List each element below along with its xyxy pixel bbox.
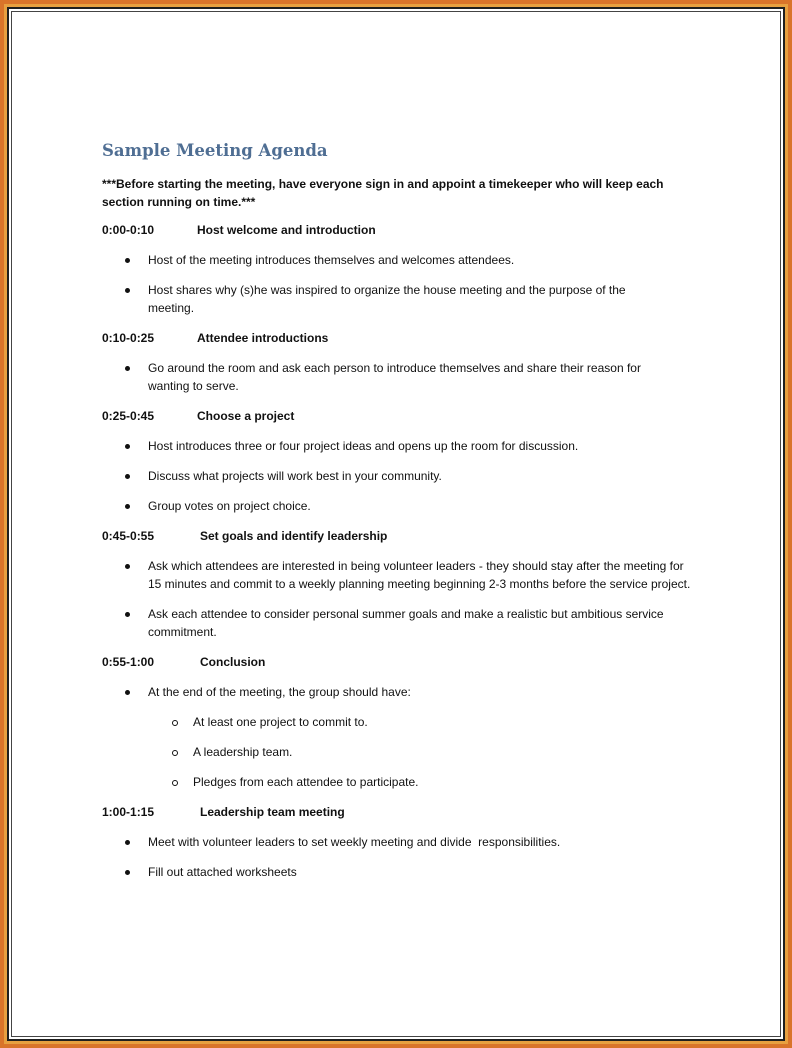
list-item xyxy=(102,467,702,485)
section-heading xyxy=(102,803,702,821)
agenda-section xyxy=(102,221,702,317)
list-item xyxy=(102,359,702,395)
circle-bullet-icon xyxy=(172,780,178,786)
section-heading xyxy=(102,221,702,239)
bullet-icon xyxy=(125,690,130,695)
section-title: Leadership team meeting xyxy=(200,805,345,819)
section-heading xyxy=(102,407,702,425)
list-item-text: Host of the meeting introduces themselves and welcomes attendees. xyxy=(148,253,515,267)
bullet-list xyxy=(102,437,702,515)
agenda-section xyxy=(102,803,702,881)
sub-list-item xyxy=(148,743,702,761)
circle-bullet-icon xyxy=(172,750,178,756)
circle-bullet-icon xyxy=(172,720,178,726)
section-time: 0:25-0:45 xyxy=(102,409,155,423)
section-title: Attendee introductions xyxy=(197,331,329,345)
bullet-list xyxy=(102,359,702,395)
bullet-icon xyxy=(125,366,130,371)
list-item xyxy=(102,251,702,269)
section-title: Choose a project xyxy=(197,409,295,423)
list-item-text: Ask which attendees are interested in being volunteer leaders - they should stay after the meeting for 15 minutes and commit to a weekly planning meeting beginning 2-3 months before the service project. xyxy=(148,559,691,591)
bullet-icon xyxy=(125,504,130,509)
sub-list-item-text: At least one project to commit to. xyxy=(193,715,368,729)
section-time: 0:10-0:25 xyxy=(102,331,155,345)
section-heading xyxy=(102,527,702,545)
section-time: 0:00-0:10 xyxy=(102,223,155,237)
list-item xyxy=(102,863,702,881)
agenda-section xyxy=(102,527,702,641)
bullet-list xyxy=(102,251,702,317)
list-item xyxy=(102,437,702,455)
section-title: Host welcome and introduction xyxy=(197,223,376,237)
sub-list-item-text: A leadership team. xyxy=(193,745,293,759)
section-time: 0:55-1:00 xyxy=(102,655,155,669)
list-item-text: Group votes on project choice. xyxy=(148,499,311,513)
list-item xyxy=(102,557,702,593)
agenda-section xyxy=(102,653,702,791)
agenda-section xyxy=(102,329,702,395)
agenda-section xyxy=(102,407,702,515)
bullet-icon xyxy=(125,564,130,569)
agenda-document xyxy=(102,140,702,893)
section-heading xyxy=(102,653,702,671)
list-item xyxy=(102,497,702,515)
bullet-icon xyxy=(125,870,130,875)
page-title: Sample Meeting Agenda xyxy=(102,141,328,160)
list-item-text: Go around the room and ask each person to introduce themselves and share their reason for wanting to serve. xyxy=(148,361,641,393)
sub-list-item xyxy=(148,713,702,731)
list-item-text: Fill out attached worksheets xyxy=(148,865,297,879)
list-item-text: At the end of the meeting, the group should have: xyxy=(148,685,411,699)
list-item-text: Ask each attendee to consider personal summer goals and make a realistic but ambitious service commitment. xyxy=(148,607,664,639)
list-item-text: Host shares why (s)he was inspired to organize the house meeting and the purpose of the meeting. xyxy=(148,283,626,315)
section-time: 1:00-1:15 xyxy=(102,805,155,819)
bullet-icon xyxy=(125,474,130,479)
section-title: Set goals and identify leadership xyxy=(200,529,388,543)
sub-bullet-list xyxy=(148,713,702,791)
sub-list-item xyxy=(148,773,702,791)
list-item xyxy=(102,683,702,791)
list-item-text: Discuss what projects will work best in your community. xyxy=(148,469,442,483)
bullet-list xyxy=(102,557,702,641)
list-item xyxy=(102,281,702,317)
list-item xyxy=(102,833,702,851)
list-item-text: Host introduces three or four project ideas and opens up the room for discussion. xyxy=(148,439,579,453)
bullet-icon xyxy=(125,444,130,449)
bullet-list xyxy=(102,833,702,881)
bullet-list xyxy=(102,683,702,791)
section-heading xyxy=(102,329,702,347)
bullet-icon xyxy=(125,612,130,617)
list-item-text: Meet with volunteer leaders to set weekly meeting and divide responsibilities. xyxy=(148,835,561,849)
list-item xyxy=(102,605,702,641)
sub-list-item-text: Pledges from each attendee to participate. xyxy=(193,775,419,789)
bullet-icon xyxy=(125,840,130,845)
bullet-icon xyxy=(125,288,130,293)
section-title: Conclusion xyxy=(200,655,266,669)
bullet-icon xyxy=(125,258,130,263)
section-time: 0:45-0:55 xyxy=(102,529,155,543)
intro-note: ***Before starting the meeting, have everyone sign in and appoint a timekeeper who will keep each section running on time.*** xyxy=(102,177,664,209)
